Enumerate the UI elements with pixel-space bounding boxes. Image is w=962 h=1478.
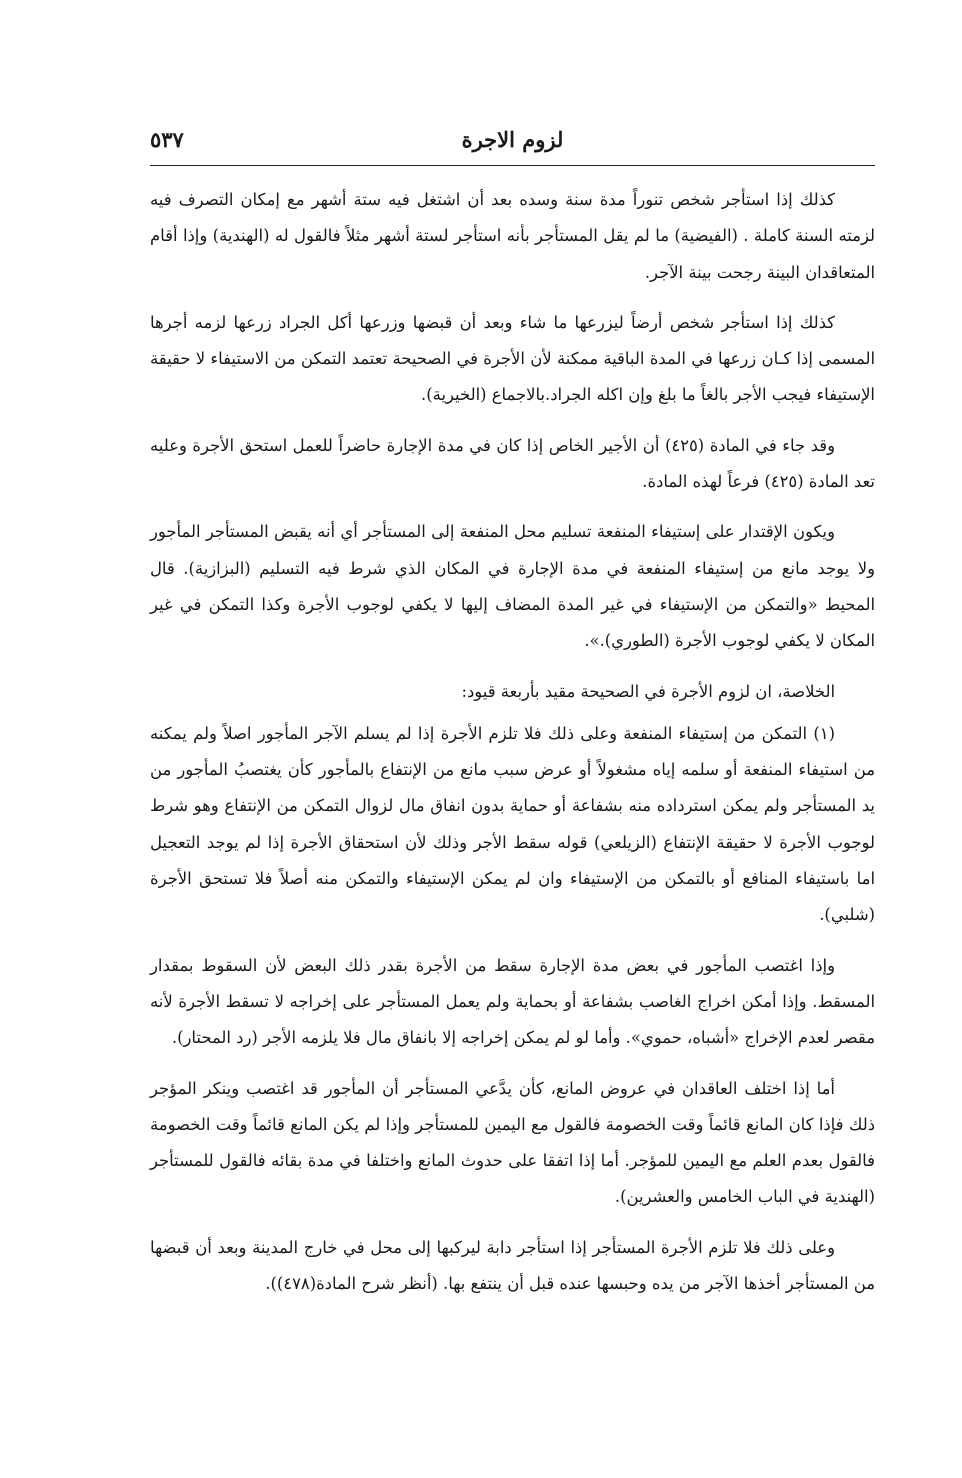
book-page — [150, 115, 875, 1316]
running-title: لزوم الاجرة — [461, 127, 564, 152]
paragraph-1: كذلك إذا استأجر شخص تنوراً مدة سنة وسده بعد أن اشتغل فيه ستة أشهر مع إمكان التصرف فيه لزمته السنة كاملة . (الفيضية) ما لم يقل المستأجر بأنه استأجر لستة أشهر مثلاً فالقول له (الهندية) وإذا أقام المتعاقدان البينة رجحت بينة الآجر. — [150, 190, 875, 282]
paragraph-5: الخلاصة، ان لزوم الأجرة في الصحيحة مقيد بأربعة قيود: — [461, 681, 835, 701]
body-text — [150, 182, 875, 1302]
paragraph-6: (١) التمكن من إستيفاء المنفعة وعلى ذلك فلا تلزم الأجرة إذا لم يسلم الآجر المأجور اصلاً ولم يمكنه من استيفاء المنفعة أو سلمه إياه مشغولاً أو عرض سبب مانع من الإنتفاع بالمأجور كأن يغتصبُ المأجور من يد المستأجر ولم يمكن استرداده منه بشفاعة أو حماية بدون انفاق مال لزوال التمكن من الإنتفاع وهو شرط لوجوب الأجرة لا حقيقة الإنتفاع (الزيلعي) قوله سقط الأجر وذلك لأن استحقاق الأجرة إذا لم يوجد التعجيل اما باستيفاء المنافع أو بالتمكن من الإستيفاء وان لم يمكن الإستيفاء والتمكن منه أصلاً فلا تستحق الأجرة (شلبي). — [150, 723, 875, 925]
page-number: ٥٣٧ — [150, 127, 184, 152]
paragraph-8: أما إذا اختلف العاقدان في عروض المانع، كأن يدَّعي المستأجر أن المأجور قد اغتصب وينكر المؤجر ذلك فإذا كان المانع قائماً وقت الخصومة فالقول مع اليمين للمستأجر وإذا لم يكن المانع قائماً وقت الخصومة فالقول بعدم العلم مع اليمين للمؤجر. أما إذا اتفقا على حدوث المانع واختلفا في مدة بقائه فالقول للمستأجر (الهندية في الباب الخامس والعشرين). — [150, 1078, 875, 1207]
paragraph-7: وإذا اغتصب المأجور في بعض مدة الإجارة سقط من الأجرة بقدر ذلك البعض لأن السقوط بمقدار المسقط. وإذا أمكن اخراج الغاصب بشفاعة أو بحماية ولم يعمل المستأجر على إخراجه لا تسقط الأجرة لأنه مقصر لعدم الإخراج «أشباه، حموي». وأما لو لم يمكن إخراجه إلا بانفاق مال فلا يلزمه الأجر (رد المحتار). — [150, 955, 875, 1048]
paragraph-3: وقد جاء في المادة (٤٢٥) أن الأجير الخاص إذا كان في مدة الإجارة حاضراً للعمل استحق الأجرة وعليه تعد المادة (٤٢٥) فرعاً لهذه المادة. — [150, 435, 875, 492]
paragraph-4: ويكون الإقتدار على إستيفاء المنفعة تسليم محل المنفعة إلى المستأجر أي أنه يقبض المستأجر المأجور ولا يوجد مانع من إستيفاء المنفعة في مدة الإجارة في المكان الذي شرط فيه التسليم (البزازية). قال المحيط «والتمكن من الإستيفاء في غير المدة المضاف إليها لا يكفي لوجوب الأجرة وكذا التمكن في غير المكان لا يكفي لوجوب الأجرة (الطوري).». — [150, 522, 875, 651]
page-header — [150, 115, 875, 166]
paragraph-9: وعلى ذلك فلا تلزم الأجرة المستأجر إذا استأجر دابة ليركبها إلى محل في خارج المدينة وبعد أن قبضها من المستأجر أخذها الآجر من يده وحبسها عنده قبل أن ينتفع بها. (أنظر شرح المادة(٤٧٨)). — [150, 1237, 875, 1294]
paragraph-2: كذلك إذا استأجر شخص أرضاً ليزرعها ما شاء وبعد أن قبضها وزرعها أكل الجراد زرعها لزمه أجرها المسمى إذا كـان زرعها في المدة الباقية ممكنة لأن الأجرة في الصحيحة تعتمد التمكن من الاستيفاء لا حقيقة الإستيفاء فيجب الأجر بالغاً ما بلغ وإن اكله الجراد.بالاجماع (الخيرية). — [150, 312, 875, 405]
